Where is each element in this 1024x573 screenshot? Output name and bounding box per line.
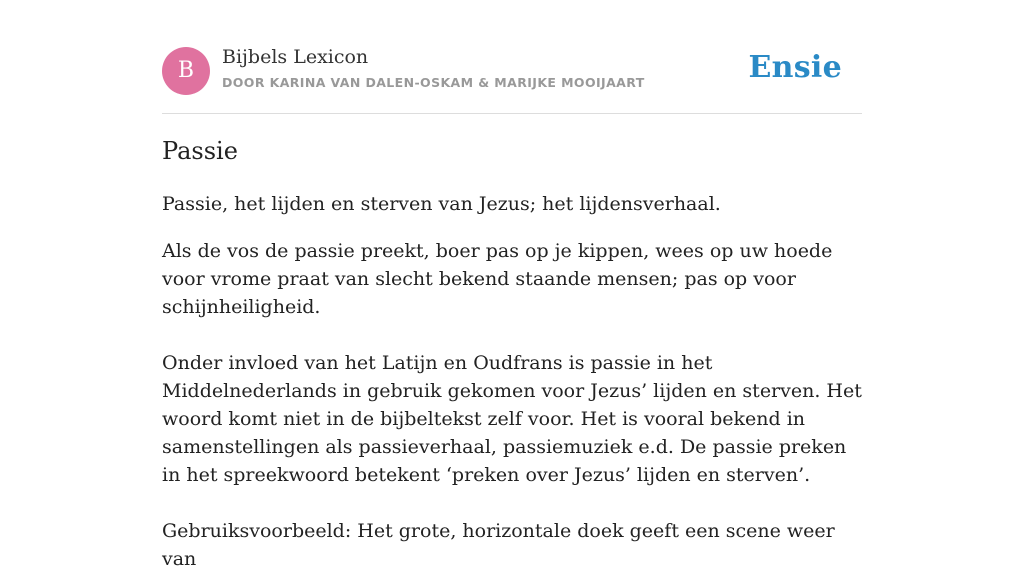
entry-body: Als de vos de passie preekt, boer pas op je kippen, wees op uw hoede voor vrome praat van slecht bekend staande mensen; pas op voor schijnheiligheid. Onder invloed van het Latijn en Oudfrans is passie in het Middelnederlands in gebruik gekomen voor Jezus’ lijden en sterven. Het woord komt niet in de bijbeltekst zelf voor. Het is vooral bekend in samenstellingen als passieverhaal, passiemuziek e.d. De passie preken in het spreekwoord betekent ‘preken over Jezus’ lijden en sterven’. Gebruiksvoorbeeld: Het grote, horizontale doek geeft een scene weer van [162,240,862,570]
entry-title: Passie [162,137,238,165]
source-avatar[interactable]: B [162,47,210,95]
source-header [162,0,862,114]
source-title[interactable]: Bijbels Lexicon [222,46,369,68]
entry-card [162,0,862,570]
source-author: DOOR KARINA VAN DALEN-OSKAM & MARIJKE MOOIJAART [222,75,645,90]
ensie-logo[interactable]: Ensie [748,50,842,85]
entry-definition: Passie, het lijden en sterven van Jezus; het lijdensverhaal. [162,193,721,215]
